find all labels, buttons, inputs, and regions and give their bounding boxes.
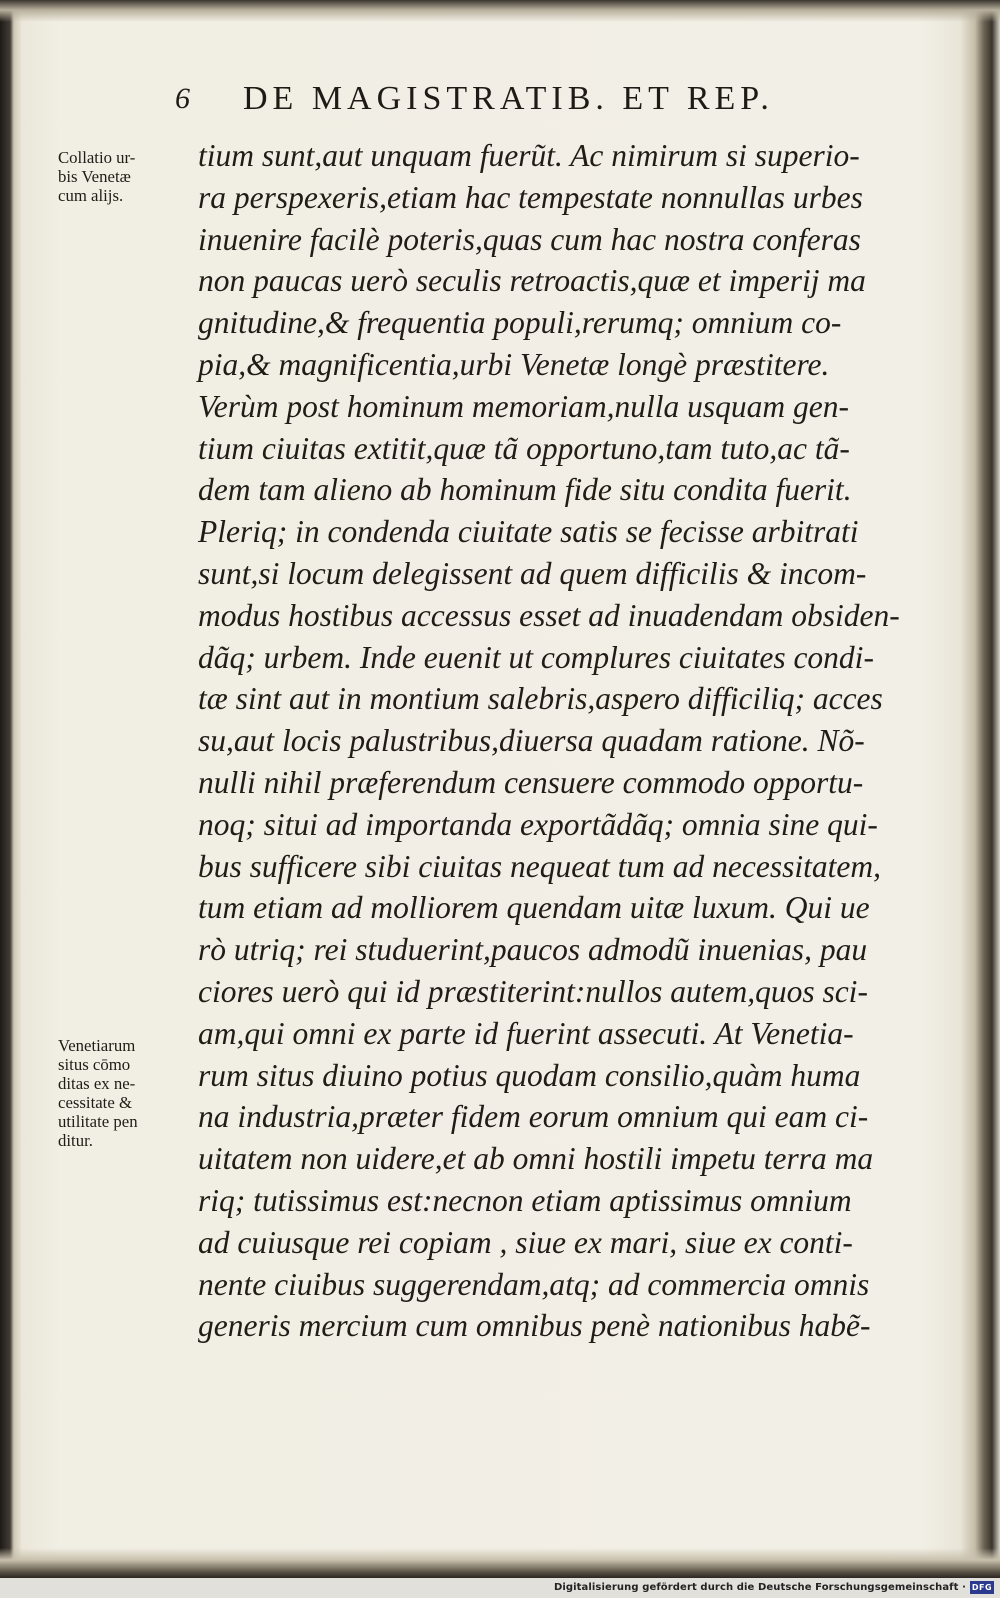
book-spine-shadow	[0, 0, 12, 1578]
text-line: uitatem non uidere,et ab omni hostili impetu terra ma	[198, 1141, 874, 1177]
text-line: nente ciuibus suggerendam,atq; ad commercia omnis	[198, 1266, 870, 1302]
text-line: sunt,si locum delegissent ad quem difficilis & incom-	[198, 555, 867, 591]
text-line: ad cuiusque rei copiam , siue ex mari, siue ex conti-	[198, 1224, 853, 1260]
text-line: modus hostibus accessus esset ad inuadendam obsiden-	[198, 597, 900, 633]
gloss-line: bis Venetæ	[58, 167, 131, 186]
text-line: rò utriq; rei studuerint,paucos admodũ inuenias, pau	[198, 932, 868, 968]
gloss-line: Venetiarum	[58, 1036, 136, 1055]
text-line: bus sufficere sibi ciuitas nequeat tum ad necessitatem,	[198, 848, 881, 884]
text-line: am,qui omni ex parte id fuerint assecuti. At Venetia-	[198, 1015, 854, 1051]
main-text-block	[198, 135, 928, 1347]
text-line: ciores uerò qui id præstiterint:nullos autem,quos sci-	[198, 973, 868, 1009]
text-line: Verùm post hominum memoriam,nulla usquam gen-	[198, 388, 849, 424]
page-number: 6	[175, 82, 190, 115]
text-line: riq; tutissimus est:necnon etiam aptissimus omnium	[198, 1182, 852, 1218]
gloss-line: utilitate pen	[58, 1112, 138, 1131]
text-line: inuenire facilè poteris,quas cum hac nostra conferas	[198, 221, 861, 257]
text-line: rum situs diuino potius quodam consilio,quàm huma	[198, 1057, 861, 1093]
text-line: tum etiam ad molliorem quendam uitæ luxum. Qui ue	[198, 890, 870, 926]
text-line: tium ciuitas extitit,quæ tã opportuno,tam tuto,ac tã-	[198, 430, 850, 466]
text-line: gnitudine,& frequentia populi,rerumq; omnium co-	[198, 305, 842, 341]
gloss-line: ditas ex ne-	[58, 1074, 136, 1093]
gloss-line: cessitate &	[58, 1093, 132, 1112]
running-head-title: DE MAGISTRATIB. ET REP.	[243, 80, 774, 117]
text-line: dãq; urbem. Inde euenit ut complures ciuitates condi-	[198, 639, 874, 675]
gloss-line: ditur.	[58, 1131, 93, 1150]
gloss-line: cum alijs.	[58, 186, 124, 205]
text-line: generis mercium cum omnibus penè nationibus habẽ-	[198, 1308, 871, 1344]
text-line: tæ sint aut in montium salebris,aspero difficiliq; acces	[198, 681, 883, 717]
page-top-edge	[0, 0, 1000, 22]
text-line: Pleriq; in condenda ciuitate satis se fecisse arbitrati	[198, 514, 859, 550]
page-bottom-edge	[0, 1548, 1000, 1578]
dfg-logo: DFG	[971, 1583, 993, 1592]
gloss-line: Collatio ur-	[58, 148, 136, 167]
digitization-credit: Digitalisierung gefördert durch die Deutsche Forschungsgemeinschaft ·	[553, 1582, 966, 1593]
side-gloss-venetiarum	[58, 1036, 198, 1150]
text-line: tium sunt,aut unquam fuerũt. Ac nimirum si superio-	[198, 138, 860, 173]
text-line: dem tam alieno ab hominum fide situ condita fuerit.	[198, 472, 852, 508]
text-line: nulli nihil præferendum censuere commodo opportu-	[198, 764, 864, 800]
text-line: noq; situi ad importanda exportãdãq; omnia sine qui-	[198, 806, 878, 842]
side-gloss-collatio	[58, 148, 198, 205]
gloss-line: situs cōmo	[58, 1055, 131, 1074]
text-line: su,aut locis palustribus,diuersa quadam ratione. Nõ-	[198, 723, 865, 759]
text-line: non paucas uerò seculis retroactis,quæ et imperij ma	[198, 263, 866, 299]
text-line: ra perspexeris,etiam hac tempestate nonnullas urbes	[198, 179, 863, 215]
text-line: pia,& magnificentia,urbi Venetæ longè præstitere.	[198, 346, 830, 382]
text-line: na industria,præter fidem eorum omnium qui eam ci-	[198, 1099, 869, 1135]
